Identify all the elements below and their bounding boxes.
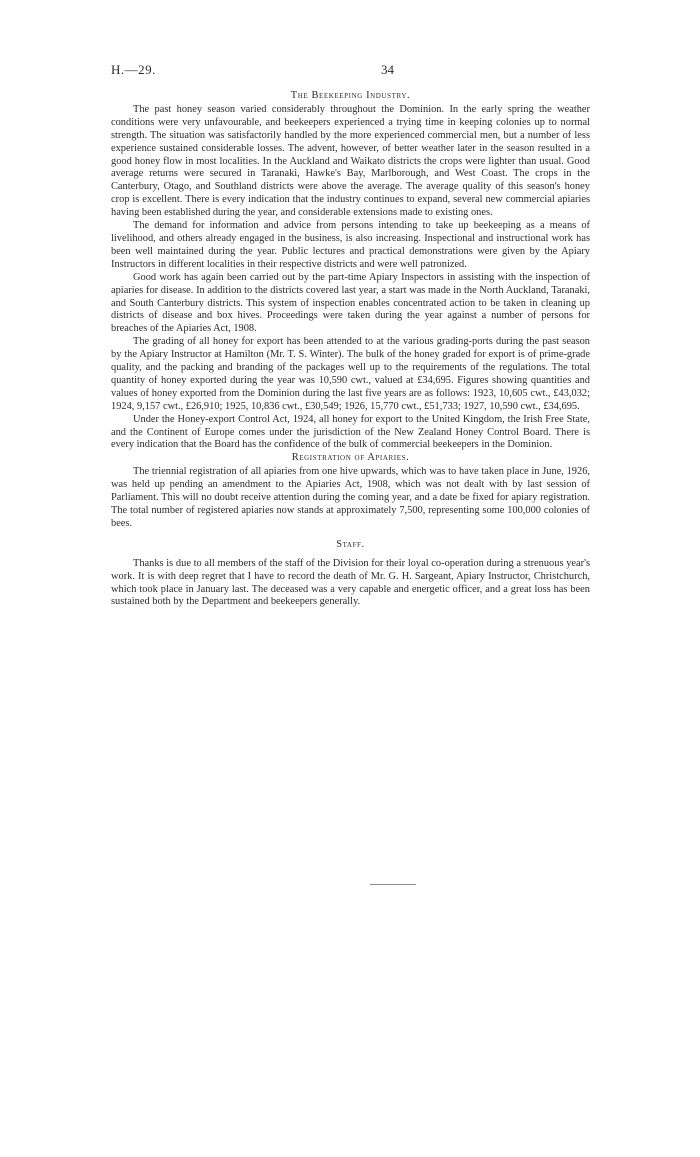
section-heading-beekeeping-industry: The Beekeeping Industry. — [290, 90, 411, 101]
paragraph: The grading of all honey for export has been attended to at the various grading-ports during the past season by the Apiary Instructor at Hamilton (Mr. T. S. Winter). The bulk of the honey graded for export is of prime-grade quality, and the packing and branding of the packages well up to the requirements of the regulations. The total quantity of honey exported during the year was 10,590 cwt., valued at £34,695. Figures showing quantities and values of honey exported from the Dominion during the last five years are as follows: 1923, 10,605 cwt., £43,032; 1924, 9,157 cwt., £26,910; 1925, 10,836 cwt., £30,549; 1926, 15,770 cwt., £51,733; 1927, 10,590 cwt., £34,695. — [111, 336, 590, 412]
paragraph: The triennial registration of all apiaries from one hive upwards, which was to have taken place in June, 1926, was held up pending an amendment to the Apiaries Act, 1908, which was not dealt with by last session of Parliament. This will no doubt receive attention during the coming year, and a date be fixed for apiary registration. The total number of registered apiaries now stands at approximately 7,500, representing some 100,000 colonies of bees. — [111, 466, 590, 529]
paragraph: Under the Honey-export Control Act, 1924, all honey for export to the United Kingdom, the Irish Free State, and the Continent of Europe comes under the jurisdiction of the New Zealand Honey Control Board. There is every indication that the Board has the confidence of the bulk of commercial beekeepers in the Dominion. — [111, 413, 590, 451]
page-number: 34 — [381, 62, 394, 77]
section-heading-staff: Staff. — [336, 538, 365, 550]
section-heading-registration-of-apiaries: Registration of Apiaries. — [291, 452, 410, 464]
closing-rule — [370, 884, 416, 885]
page-header — [111, 62, 586, 82]
document-body — [111, 90, 590, 609]
document-reference: H.—29. — [111, 62, 156, 77]
paragraph: The past honey season varied considerably throughout the Dominion. In the early spring the weather conditions were very unfavourable, and beekeepers experienced a trying time in keeping colonies up to normal strength. The situation was satisfactorily handled by the more experienced commercial men, but a number of less experience sustained considerable losses. The advent, however, of better weather later in the season resulted in a good honey flow in most localities. In the Auckland and Waikato districts the crops were lighter than usual. Good average returns were secured in Taranaki, Hawke's Bay, Marlborough, and West Coast. The crops in the Canterbury, Otago, and Southland districts were above the average. The average quality of this season's honey crop is excellent. There is every indication that the industry continues to expand, several new commercial apiaries having been established during the year, and considerable extensions made to existing ones. — [111, 103, 590, 219]
paragraph: The demand for information and advice from persons intending to take up beekeeping as a means of livelihood, and others already engaged in the business, is also increasing. Inspectional and instructional work has been well maintained during the year. Public lectures and practical demonstrations were given by the Apiary Instructors in different localities in their respective districts and were well patronized. — [111, 220, 590, 270]
paragraph: Good work has again been carried out by the part-time Apiary Inspectors in assisting with the inspection of apiaries for disease. In addition to the districts covered last year, a start was made in the North Auckland, Taranaki, and South Canterbury districts. This system of inspection enables concentrated action to be taken in cleaning up districts of disease and box hives. Proceedings were taken during the year against a number of persons for breaches of the Apiaries Act, 1908. — [111, 271, 590, 335]
paragraph: Thanks is due to all members of the staff of the Division for their loyal co-operation during a strenuous year's work. It is with deep regret that I have to record the death of Mr. G. H. Sargeant, Apiary Instructor, Christchurch, which took place in January last. The deceased was a very capable and energetic officer, and a great loss has been sustained both by the Department and beekeepers generally. — [111, 557, 590, 608]
